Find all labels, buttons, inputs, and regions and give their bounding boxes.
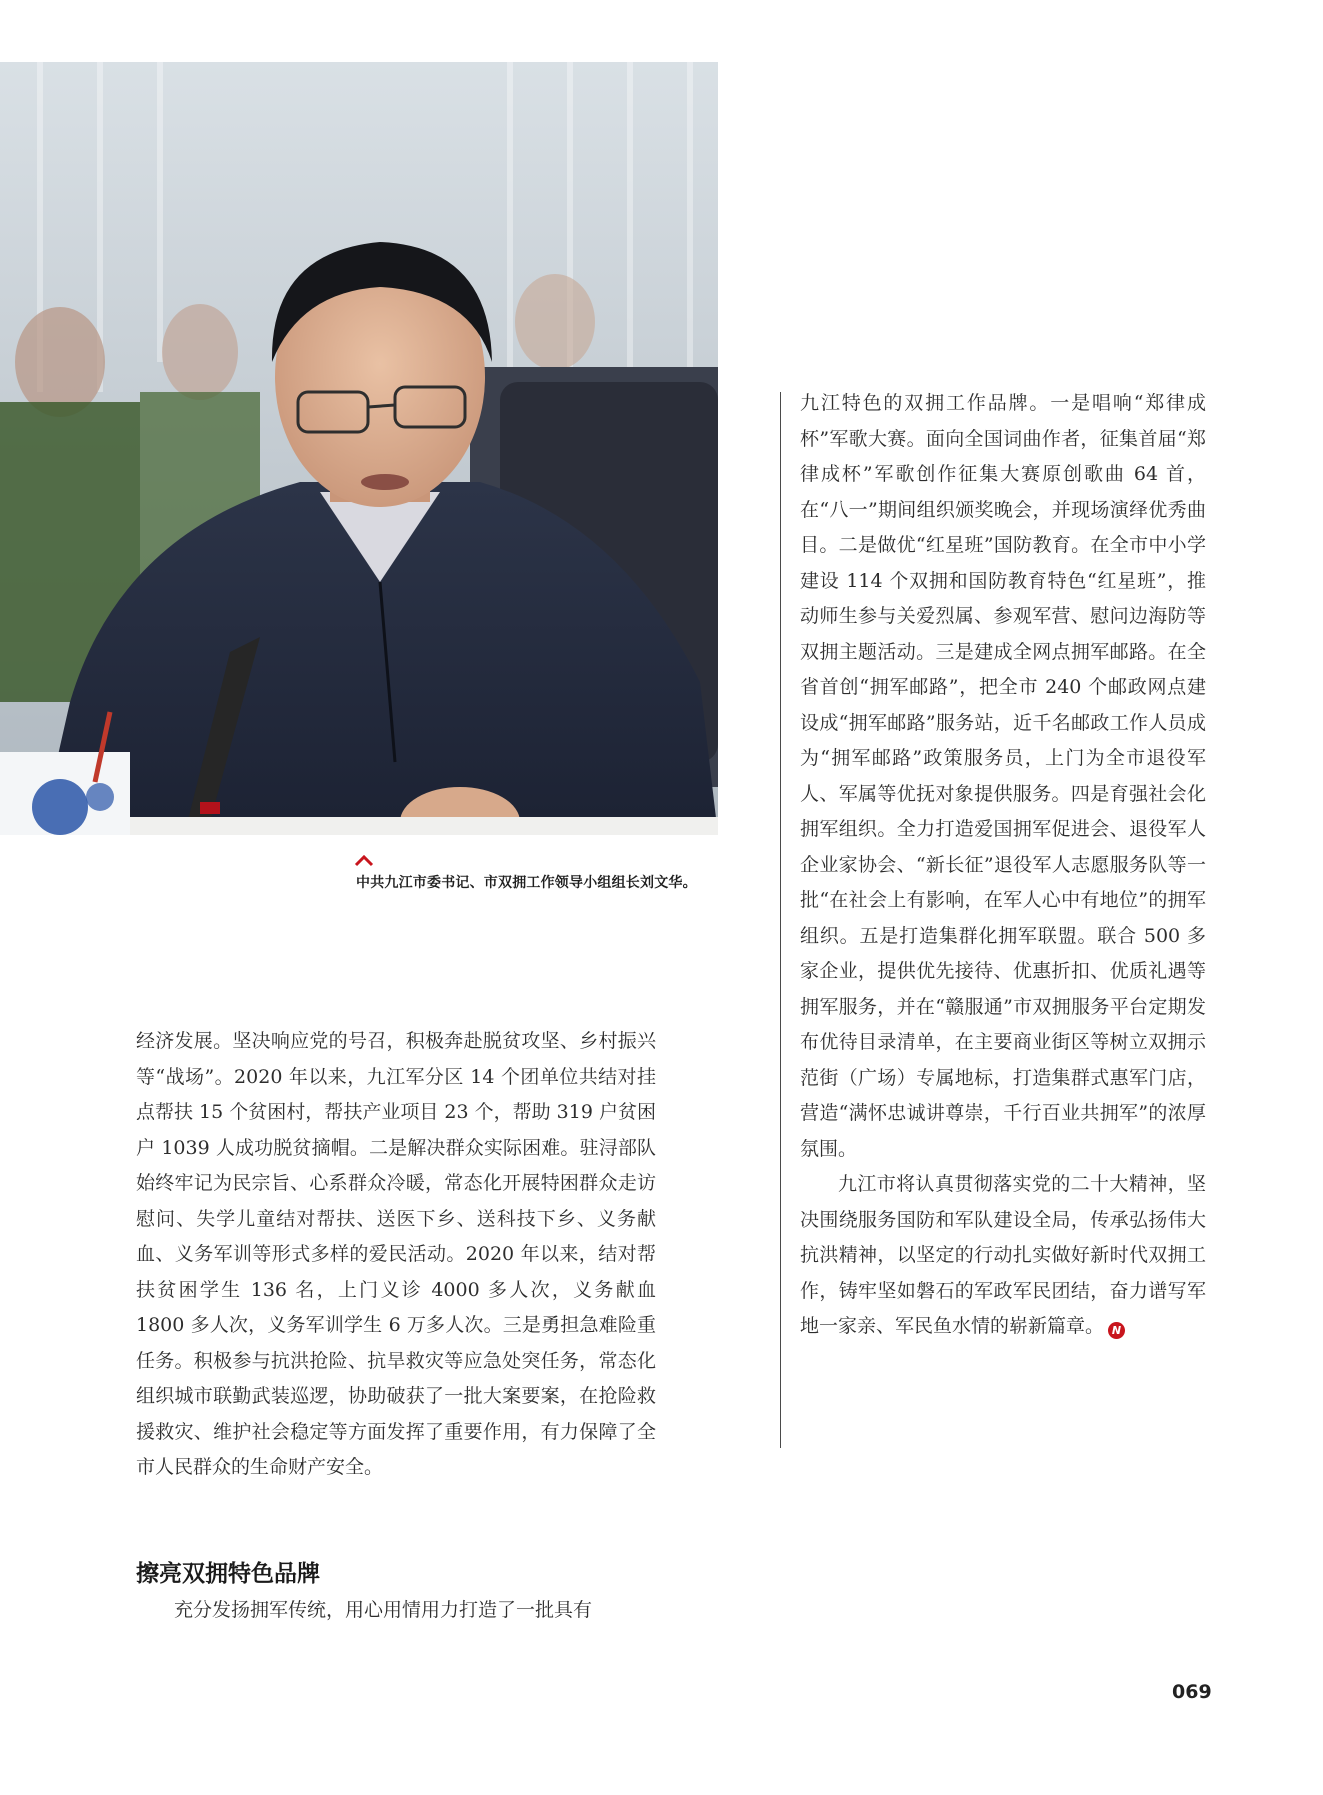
caption-chevron-icon [353,853,375,867]
end-mark-icon: N [1108,1322,1125,1339]
portrait-photo [0,62,718,835]
photo-caption: 中共九江市委书记、市双拥工作领导小组组长刘文华。 [356,875,697,891]
closing-paragraph-text: 九江市将认真贯彻落实党的二十大精神，坚决围绕服务国防和军队建设全局，传承弘扬伟大抗洪精神，以坚定的行动扎实做好新时代双拥工作，铸牢坚如磐石的军政军民团结，奋力谱写军地一家亲、军民鱼水情的崭新篇章。 [800,1173,1206,1337]
closing-paragraph [800,1167,1206,1345]
left-column [136,1024,656,1486]
section-first-line: 充分发扬拥军传统，用心用情用力打造了一批具有 [174,1599,593,1621]
right-column [800,386,1206,1345]
section-heading: 擦亮双拥特色品牌 [136,1561,320,1587]
page-number: 069 [1172,1681,1212,1703]
body-paragraph: 经济发展。坚决响应党的号召，积极奔赴脱贫攻坚、乡村振兴等“战场”。2020 年以来，九江军分区 14 个团单位共结对挂点帮扶 15 个贫困村，帮扶产业项目 23 个，帮助 319 户贫困户 1039 人成功脱贫摘帽。二是解决群众实际困难。驻浔部队始终牢记为民宗旨、心系群众冷暖，常态化开展特困群众走访慰问、失学儿童结对帮扶、送医下乡、送科技下乡、义务献血、义务军训等形式多样的爱民活动。2020 年以来，结对帮扶贫困学生 136 名，上门义诊 4000 多人次，义务献血 1800 多人次，义务军训学生 6 万多人次。三是勇担急难险重任务。积极参与抗洪抢险、抗旱救灾等应急处突任务，常态化组织城市联勤武装巡逻，协助破获了一批大案要案，在抢险救援救灾、维护社会稳定等方面发挥了重要作用，有力保障了全市人民群众的生命财产安全。 [136,1030,656,1478]
body-paragraph: 九江特色的双拥工作品牌。一是唱响“郑律成杯”军歌大赛。面向全国词曲作者，征集首届“郑律成杯”军歌创作征集大赛原创歌曲 64 首，在“八一”期间组织颁奖晚会，并现场演绎优秀曲目。二是做优“红星班”国防教育。在全市中小学建设 114 个双拥和国防教育特色“红星班”，推动师生参与关爱烈属、参观军营、慰问边海防等双拥主题活动。三是建成全网点拥军邮路。在全省首创“拥军邮路”，把全市 240 个邮政网点建设成“拥军邮路”服务站，近千名邮政工作人员成为“拥军邮路”政策服务员，上门为全市退役军人、军属等优抚对象提供服务。四是育强社会化拥军组织。全力打造爱国拥军促进会、退役军人企业家协会、“新长征”退役军人志愿服务队等一批“在社会上有影响，在军人心中有地位”的拥军组织。五是打造集群化拥军联盟。联合 500 多家企业，提供优先接待、优惠折扣、优质礼遇等拥军服务，并在“赣服通”市双拥服务平台定期发布优待目录清单，在主要商业街区等树立双拥示范街（广场）专属地标，打造集群式惠军门店，营造“满怀忠诚讲尊崇，千行百业共拥军”的浓厚氛围。 [800,392,1206,1160]
section-intro [136,1593,656,1629]
column-rule [780,392,781,1448]
